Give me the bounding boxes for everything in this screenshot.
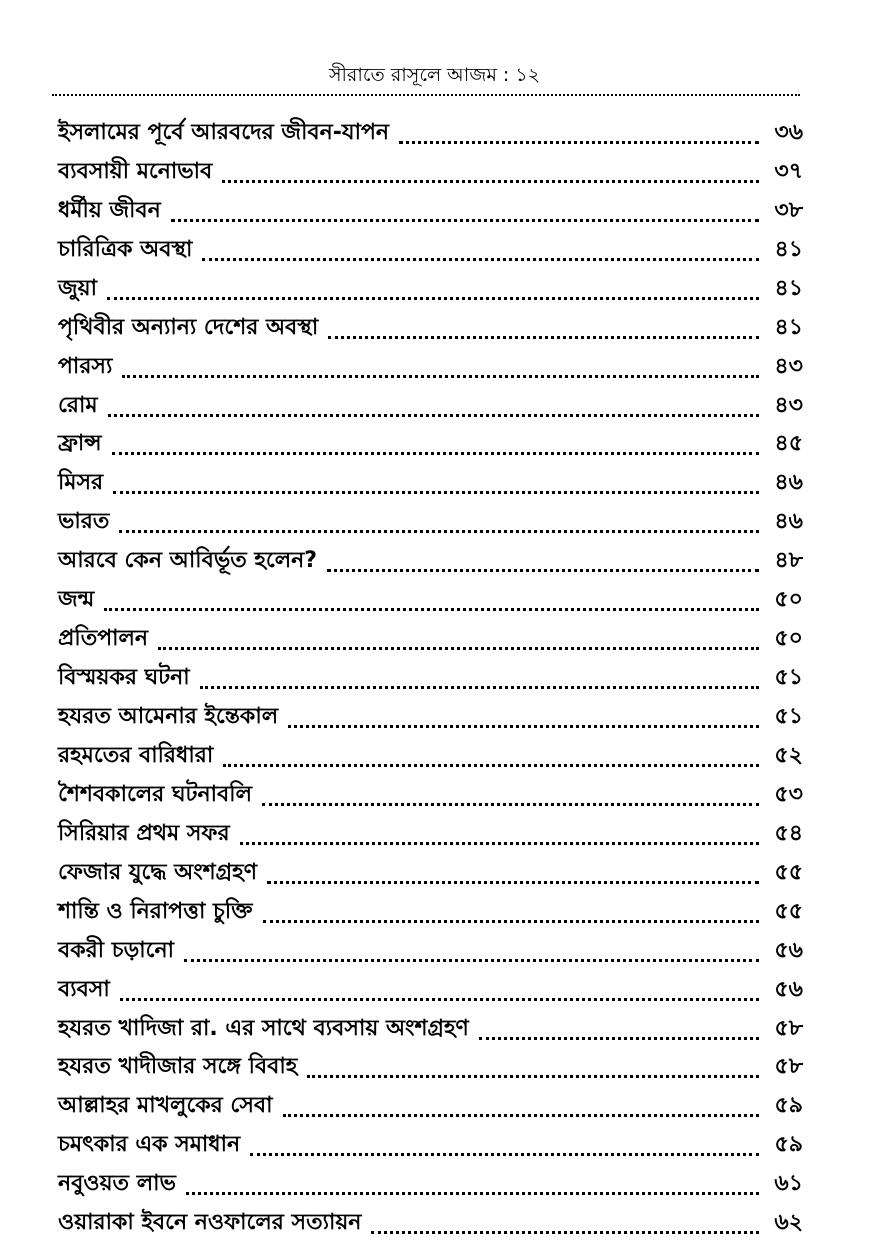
toc-entry-page: ৫৪ [774,820,803,846]
toc-entry [58,1164,803,1203]
toc-entry-page: ৪৬ [774,470,803,496]
toc-entry-page: ৪৩ [774,353,803,379]
toc-entry-page: ৫০ [774,587,803,613]
dot-leader [283,1114,759,1117]
dot-leader [119,530,759,533]
toc-entry-title: হযরত খাদীজার সঙ্গে বিবাহ [58,1054,298,1080]
toc-entry-page: ৪৩ [774,392,803,418]
dot-leader [186,1192,759,1195]
toc-entry-page: ৫৩ [774,781,803,807]
toc-entry-page: ৫৯ [774,1132,803,1158]
toc-entry-page: ৫৮ [774,1054,803,1080]
toc-entry [58,1009,803,1048]
toc-entry-title: বকরী চড়ানো [58,937,174,963]
dot-leader [328,336,759,339]
toc-entry-title: শৈশবকালের ঘটনাবলি [58,781,252,807]
dot-leader [267,881,759,884]
toc-entry [58,502,803,541]
toc-entry-title: ব্যবসায়ী মনোভাব [58,158,213,184]
toc-entry-page: ৫৬ [774,937,803,963]
toc-entry [58,1048,803,1087]
toc-entry [58,580,803,619]
dot-leader [120,998,759,1001]
toc-entry [58,775,803,814]
toc-entry [58,892,803,931]
toc-entry-page: ৩৭ [774,158,803,184]
toc-entry-page: ৪৮ [774,548,803,574]
toc-entry-title: ফ্রান্স [58,431,102,457]
toc-entry-page: ৫৫ [774,898,803,924]
toc-entry-page: ৪১ [774,236,803,262]
toc-entry [58,658,803,697]
toc-entry-page: ৪১ [774,275,803,301]
dot-leader [263,920,759,923]
toc-entry [58,853,803,892]
toc-entry-page: ৫৮ [774,1015,803,1041]
toc-entry [58,736,803,775]
toc-entry [58,269,803,308]
toc-entry-page: ৬১ [774,1171,803,1197]
toc-entry-title: ইসলামের পূর্বে আরবদের জীবন-যাপন [58,119,390,145]
toc-entry-page: ৫২ [774,742,803,768]
dot-leader [240,842,759,845]
dot-leader [184,959,759,962]
toc-entry [58,425,803,464]
dot-leader [327,569,759,572]
dot-leader [158,647,759,650]
dot-leader [223,764,759,767]
toc-entry-title: বিস্ময়কর ঘটনা [58,665,190,691]
toc-entry [58,230,803,269]
toc-entry-title: রহমতের বারিধারা [58,742,214,768]
dot-leader [112,452,759,455]
toc-entry [58,931,803,970]
toc-entry [58,386,803,425]
dot-leader [222,180,759,183]
toc-entry-page: ৫১ [774,704,803,729]
toc-entry-title: হযরত আমেনার ইন্তেকাল [58,704,279,729]
dot-leader [399,141,759,144]
toc-entry-title: হযরত খাদিজা রা. এর সাথে ব্যবসায় অংশগ্রহণ [58,1015,469,1041]
toc-entry-title: ওয়ারাকা ইবনে নওফালের সত্যায়ন [58,1210,362,1236]
toc-entry-page: ৫৯ [774,1093,803,1119]
dot-leader [107,297,759,300]
dot-leader [262,803,759,806]
toc-entry-title: ভারত [58,509,110,535]
header-divider [52,94,800,96]
toc-entry [58,814,803,853]
dot-leader [122,375,759,378]
toc-entry-page: ৩৬ [774,119,803,145]
toc-entry-title: পারস্য [58,353,113,379]
toc-entry-title: সিরিয়ার প্রথম সফর [58,820,230,846]
toc-entry-title: রোম [58,392,98,418]
toc-entry-page: ৪৬ [774,509,803,535]
toc-entry-page: ৩৮ [774,197,803,223]
toc-entry-page: ৫৫ [774,859,803,885]
toc-entry-title: মিসর [58,470,104,496]
toc-entry [58,1125,803,1164]
toc-entry-page: ৪১ [774,314,803,340]
toc-entry [58,1203,803,1242]
dot-leader [371,1231,759,1234]
dot-leader [200,686,759,689]
toc-entry-title: আরবে কেন আবির্ভূত হলেন? [58,548,318,574]
toc-entry-title: ধর্মীয় জীবন [58,197,161,223]
toc-entry-title: ফেজার যুদ্ধে অংশগ্রহণ [58,859,258,885]
toc-entry-title: জন্ম [58,587,95,613]
toc-entry-page: ৬২ [774,1210,803,1236]
toc-entry-page: ৫৬ [774,976,803,1002]
toc-entry [58,152,803,191]
toc-entry [58,970,803,1009]
toc-entry [58,1086,803,1125]
toc-entry [58,113,803,152]
toc-entry-page: ৫১ [774,665,803,691]
toc-entry-title: পৃথিবীর অন্যান্য দেশের অবস্থা [58,314,319,340]
toc-entry [58,308,803,347]
toc-entry-page: ৫০ [774,626,803,652]
dot-leader [171,219,759,222]
toc-entry-title: ব্যবসা [58,976,110,1002]
dot-leader [479,1037,759,1040]
dot-leader [307,1075,759,1078]
toc-entry [58,191,803,230]
dot-leader [113,491,759,494]
toc-entry [58,619,803,658]
toc-entry [58,347,803,386]
toc-entry [58,697,803,736]
toc-entry-page: ৪৫ [774,431,803,457]
dot-leader [250,1153,759,1156]
dot-leader [202,258,759,261]
toc-entry-title: চমৎকার এক সমাধান [58,1132,241,1158]
dot-leader [288,725,759,728]
toc-entry-title: নবুওয়ত লাভ [58,1171,176,1197]
toc-entry-title: জুয়া [58,275,98,301]
table-of-contents [58,113,803,1242]
dot-leader [108,414,759,417]
toc-entry-title: চারিত্রিক অবস্থা [58,236,193,262]
toc-entry-title: প্রতিপালন [58,626,149,652]
toc-entry-title: আল্লাহর মাখলুকের সেবা [58,1093,273,1119]
toc-entry [58,463,803,502]
dot-leader [104,608,759,611]
toc-entry-title: শান্তি ও নিরাপত্তা চুক্তি [58,898,253,924]
toc-entry [58,541,803,580]
running-header: সীরাতে রাসূলে আজম : ১২ [328,64,541,86]
